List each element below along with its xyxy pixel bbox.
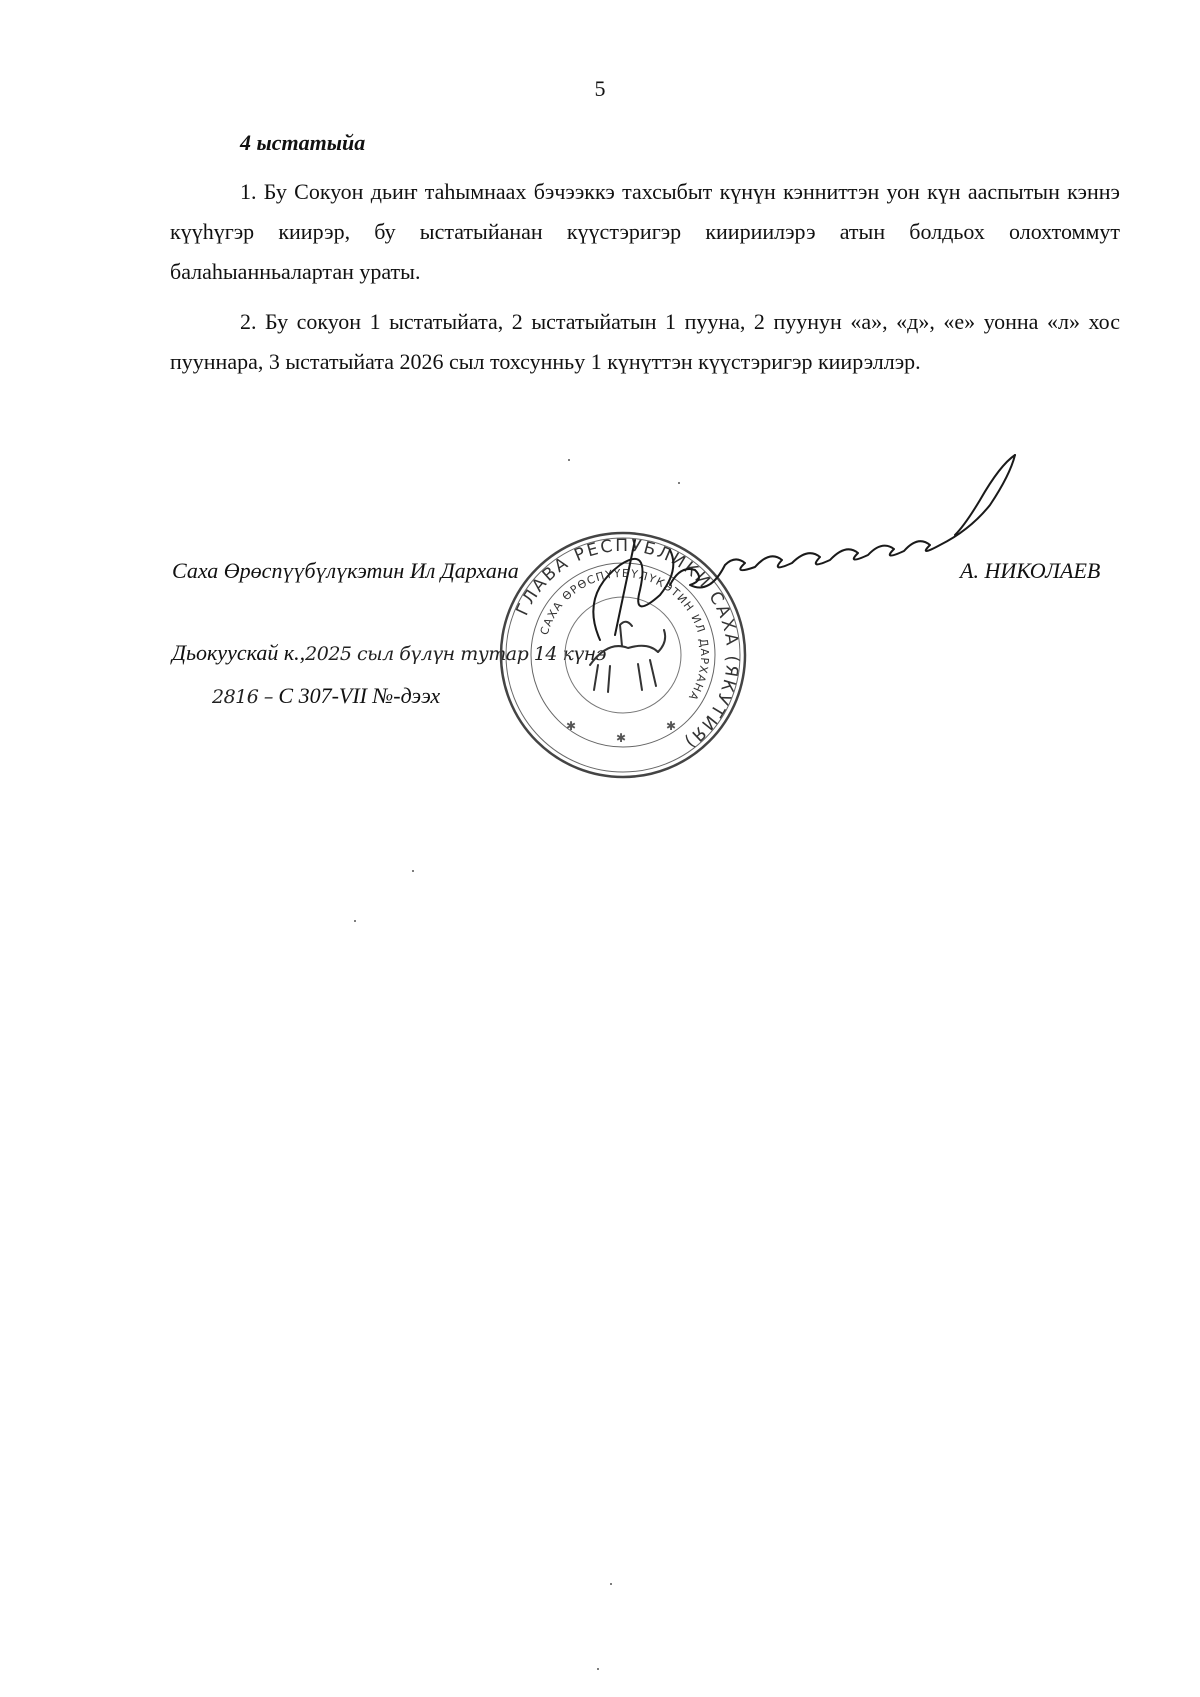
scan-speck (610, 1583, 612, 1585)
paragraph-2: 2. Бу сокуон 1 ыстатыйата, 2 ыстатыйатын 1 пууна, 2 пуунун «а», «д», «е» уонна «л» хос пууннара, 3 ыстатыйата 2026 сыл тохсунньу 1 күнүттэн күүстэригэр киирэллэр. (170, 309, 1120, 374)
svg-text:✱: ✱ (666, 719, 677, 733)
scan-speck (412, 870, 414, 872)
scan-speck (678, 482, 680, 484)
seal-outer-text: ГЛАВА РЕСПУБЛИКИ САХА (ЯКУТИЯ) (512, 535, 743, 753)
page-number: 5 (594, 76, 606, 101)
number-handwritten: 2816 – (212, 686, 273, 708)
svg-text:✱: ✱ (566, 719, 577, 733)
seal-star-marks (566, 719, 676, 745)
date-handwritten: 2025 сыл бүлүн тутар 14 күнэ (305, 643, 606, 665)
scan-speck (568, 459, 570, 461)
scan-speck (597, 1668, 599, 1670)
paragraph-1: 1. Бу Сокуон дьиҥ таһымнаах бэчээккэ тахсыбыт күнүн кэнниттэн уон күн ааспытын кэннэ күүһүгэр киирэр, бу ыстатыйанан күүстэригэр киириилэрэ атын болдьох олохтоммут балаһыанньалартан ураты. (170, 179, 1120, 284)
svg-text:✱: ✱ (616, 731, 627, 745)
document-number-line (212, 683, 440, 709)
article-heading: 4 ыстатыйа (240, 130, 366, 155)
seal-inner-text: САХА ӨРӨСПҮҮБҮЛҮКЭТИН ИЛ ДАРХАНА (537, 566, 712, 704)
signer-title: Саха Өрөспүүбүлүкэтин Ил Дархана (172, 558, 519, 583)
signature-icon (560, 445, 1020, 655)
signer-name: А. НИКОЛАЕВ (960, 558, 1101, 583)
scan-speck (354, 920, 356, 922)
number-printed: С 307-VII №-дээх (278, 683, 441, 708)
place-printed: Дьокуускай к., (172, 640, 306, 665)
